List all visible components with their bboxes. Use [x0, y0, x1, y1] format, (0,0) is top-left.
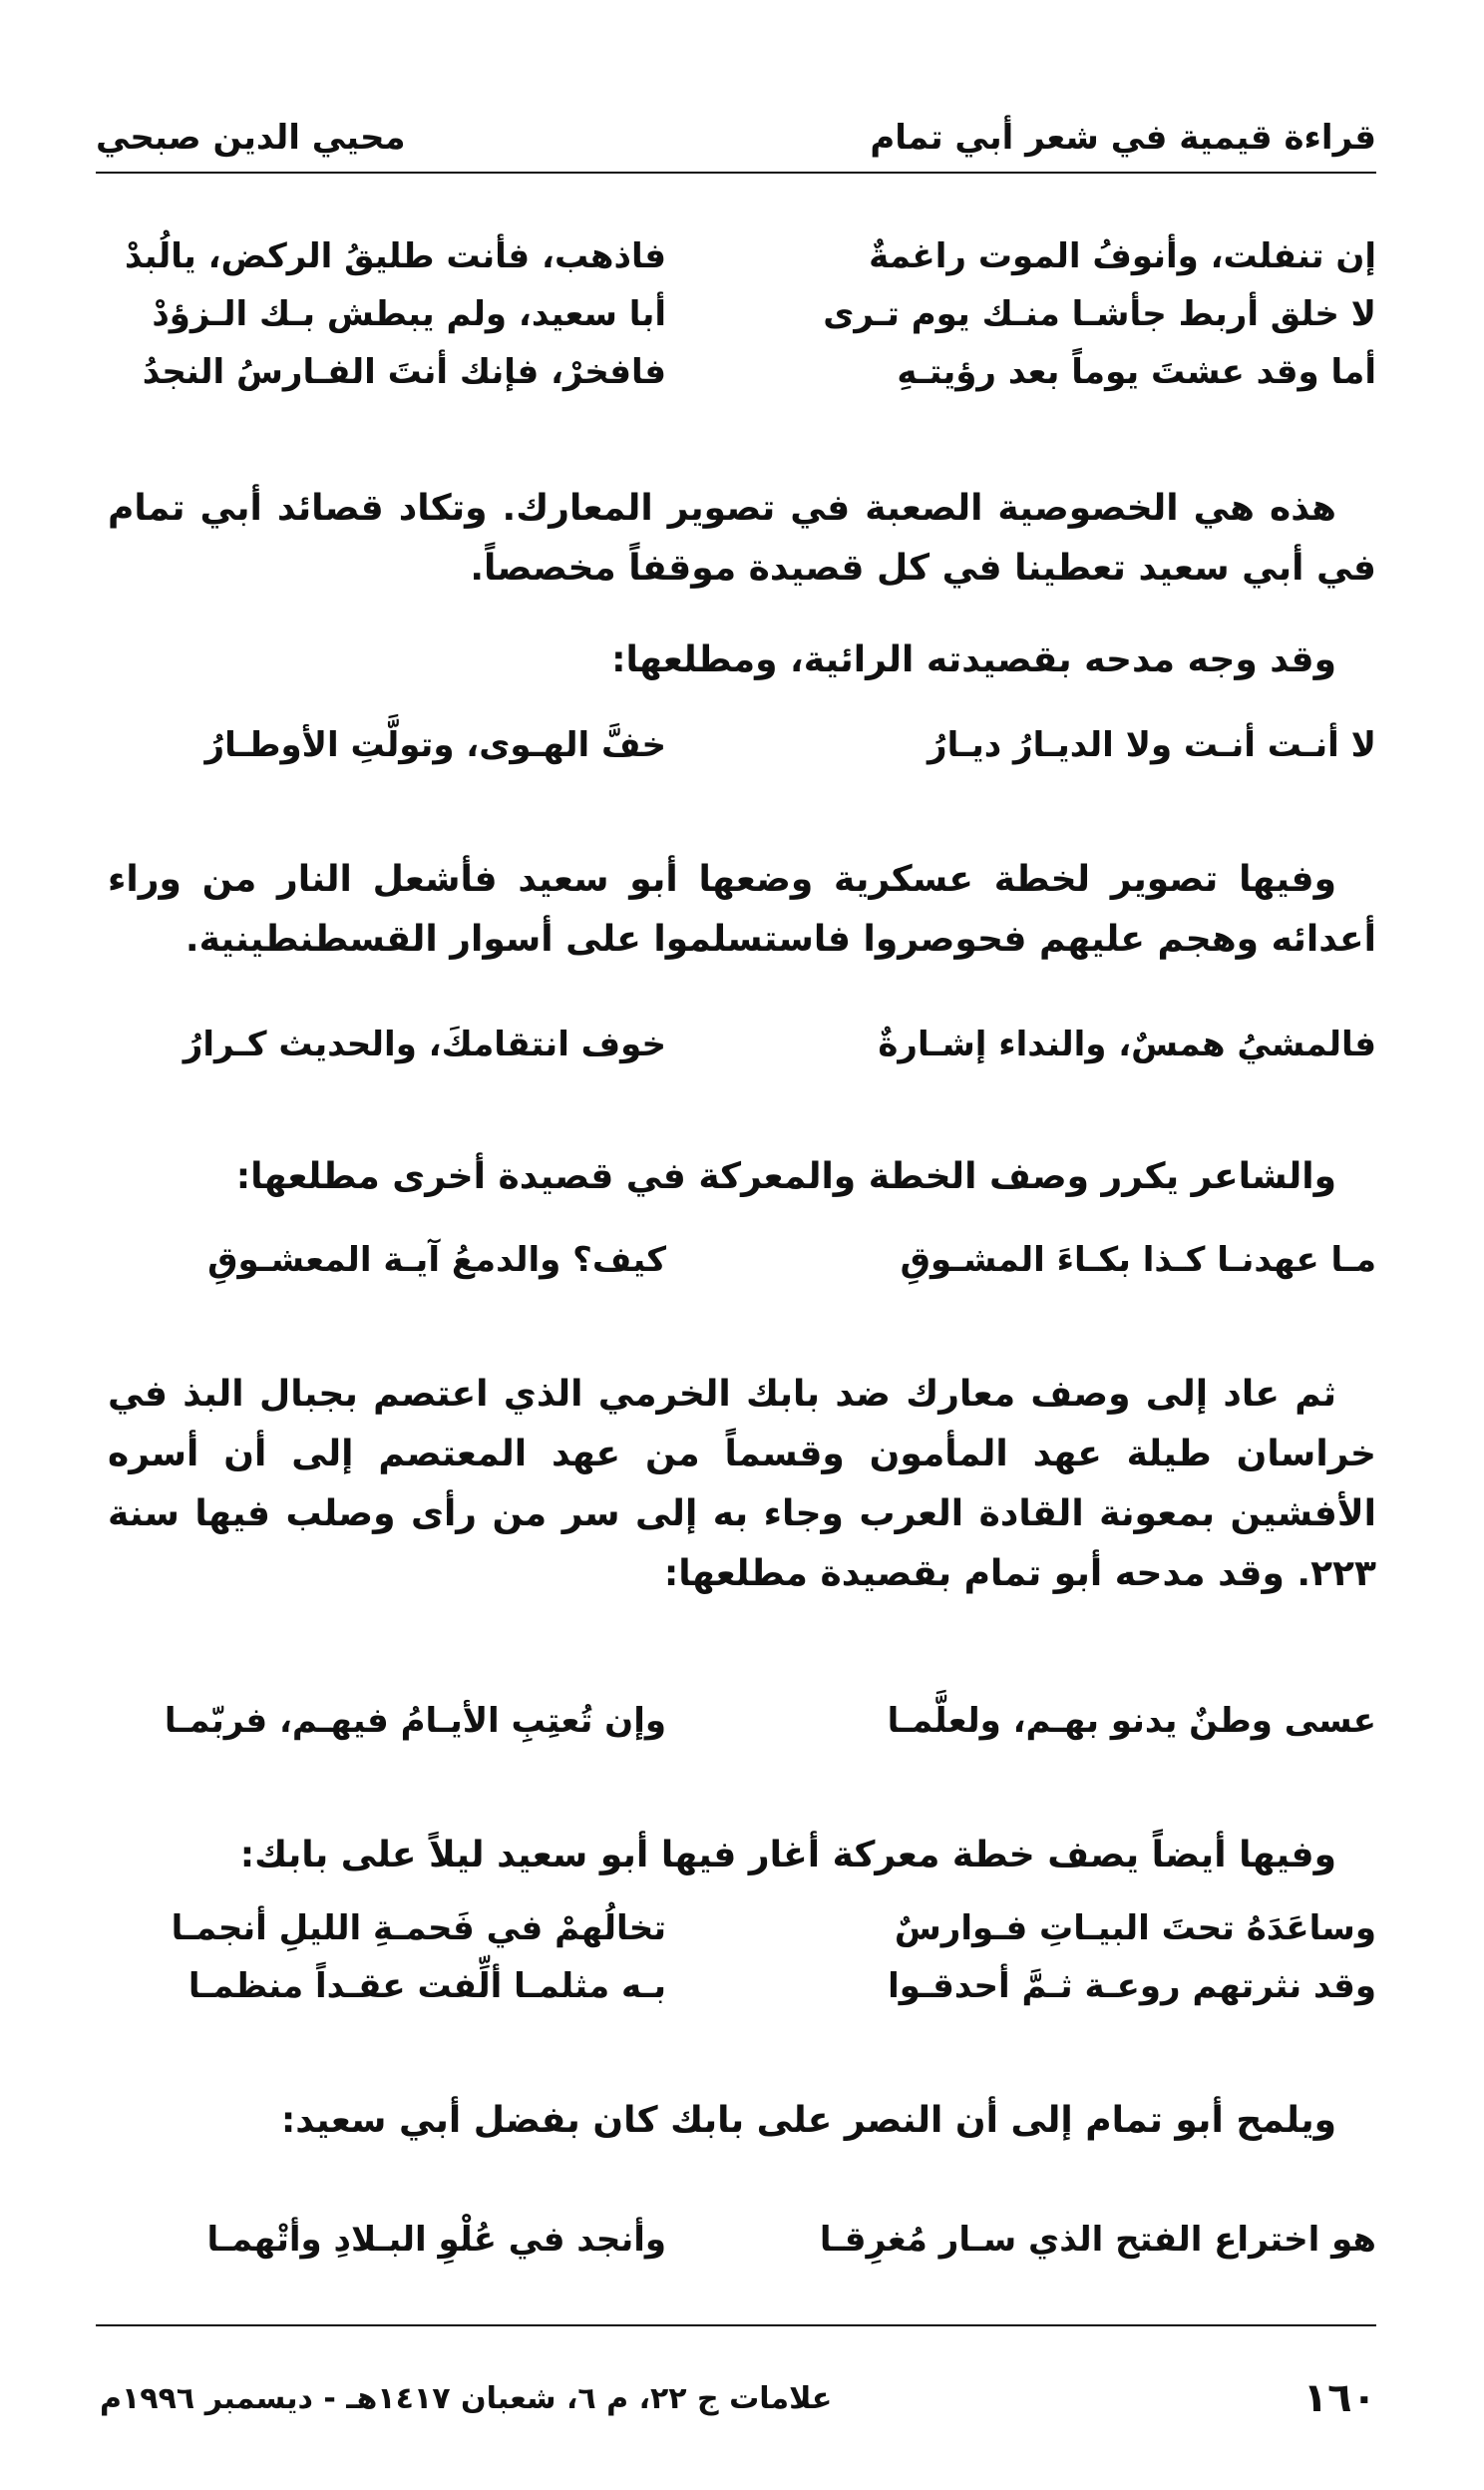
- verse-hemistich-first: إن تنفلت، وأنوفُ الموت راغمةٌ: [869, 236, 1376, 276]
- page-footer: [100, 2370, 1376, 2426]
- verse-hemistich-second: وإن تُعتِبِ الأيـامُ فيهـم، فربّمـا: [164, 1701, 666, 1741]
- verse-hemistich-first: وقد نثرتهم روعـة ثـمَّ أحدقـوا: [888, 1966, 1376, 2006]
- verse-line: [108, 289, 1376, 339]
- verse-line: [108, 1696, 1376, 1746]
- paragraph: [108, 479, 1376, 599]
- verse-hemistich-second: خفَّ الهـوى، وتولَّتِ الأوطـارُ: [204, 725, 666, 765]
- intro-line: والشاعر يكرر وصف الخطة والمعركة في قصيدة أخرى مطلعها:: [235, 1156, 1336, 1197]
- paragraph-text: هذه هي الخصوصية الصعبة في تصوير المعارك. وتكاد قصائد أبي تمام في أبي سعيد تعطينا في كل قصيدة موقفاً مخصصاً.: [108, 488, 1376, 589]
- verse-hemistich-first: عسى وطنٌ يدنو بهـم، ولعلَّمـا: [887, 1701, 1376, 1741]
- header-author: محيي الدين صبحي: [96, 118, 406, 158]
- verse-hemistich-first: هو اختراع الفتح الذي سـار مُغرِقـا: [819, 2220, 1376, 2260]
- page-number: ١٦٠: [1302, 2375, 1376, 2421]
- intro-line: ويلمح أبو تمام إلى أن النصر على بابك كان بفضل أبي سعيد:: [280, 2100, 1336, 2141]
- verse-line: [108, 720, 1376, 770]
- paragraph-text: وفيها تصوير لخطة عسكرية وضعها أبو سعيد فأشعل النار من وراء أعدائه وهجم عليهم فحوصروا فاستسلموا على أسوار القسطنطينية.: [108, 859, 1376, 960]
- verse-line: [108, 1235, 1376, 1285]
- paragraph: [108, 850, 1376, 970]
- verse-hemistich-first: لا أنـت أنـت ولا الديـارُ ديـارُ: [928, 725, 1376, 765]
- verse-hemistich-second: فافخرْ، فإنك أنتَ الفـارسُ النجدُ: [142, 352, 666, 392]
- verse-hemistich-first: لا خلق أربط جأشـا منـك يوم تـرى: [823, 294, 1376, 334]
- verse-line: [108, 1903, 1376, 1953]
- verse-hemistich-second: وأنجد في عُلْوِ البـلادِ وأتْهمـا: [206, 2220, 666, 2260]
- verse-hemistich-first: فالمشيُ همسٌ، والنداء إشـارةٌ: [878, 1025, 1376, 1064]
- header-title: قراءة قيمية في شعر أبي تمام: [870, 118, 1376, 158]
- verse-line: [108, 1961, 1376, 2011]
- verse-hemistich-second: كيف؟ والدمعُ آيـة المعشـوقِ: [207, 1240, 666, 1280]
- verse-hemistich-second: أبا سعيد، ولم يبطش بـك الـزؤدْ: [152, 294, 666, 334]
- verse-line: [108, 231, 1376, 281]
- verse-hemistich-first: أما وقد عشتَ يوماً بعد رؤيتـهِ: [897, 352, 1376, 392]
- verse-hemistich-first: وساعَدَهُ تحتَ البيـاتِ فـوارسٌ: [894, 1908, 1376, 1948]
- verse-line: [108, 1020, 1376, 1069]
- verse-hemistich-second: خوف انتقامكَ، والحديث كـرارُ: [183, 1025, 666, 1064]
- paragraph-text: ثم عاد إلى وصف معارك ضد بابك الخرمي الذي اعتصم بجبال البذ في خراسان طيلة عهد المأمون وقسماً من عهد المعتصم إلى أن أسره الأفشين بمعونة القادة العرب وجاء به إلى سر من رأى وصلب فيها سنة ٢٢٣. وقد مدحه أبو تمام بقصيدة مطلعها:: [108, 1374, 1376, 1594]
- paragraph: [108, 1365, 1376, 1604]
- verse-line: [108, 2215, 1376, 2265]
- running-header: [96, 110, 1376, 166]
- verse-line: [108, 347, 1376, 397]
- header-rule: [96, 172, 1376, 174]
- intro-line: وفيها أيضاً يصف خطة معركة أغار فيها أبو سعيد ليلاً على بابك:: [239, 1835, 1336, 1875]
- intro-line: وقد وجه مدحه بقصيدته الرائية، ومطلعها:: [611, 639, 1336, 680]
- verse-hemistich-second: بـه مثلمـا ألِّفت عقـداً منظمـا: [187, 1966, 666, 2006]
- issue-info: علامات ج ٢٢، م ٦، شعبان ١٤١٧هـ - ديسمبر ١٩٩٦م: [100, 2380, 833, 2416]
- verse-hemistich-second: تخالُهمْ في فَحمـةِ الليلِ أنجمـا: [171, 1908, 666, 1948]
- verse-hemistich-second: فاذهب، فأنت طليقُ الركض، يالُبدْ: [125, 236, 666, 276]
- verse-hemistich-first: مـا عهدنـا كـذا بكـاءَ المشـوقِ: [900, 1240, 1376, 1280]
- footer-rule: [96, 2324, 1376, 2326]
